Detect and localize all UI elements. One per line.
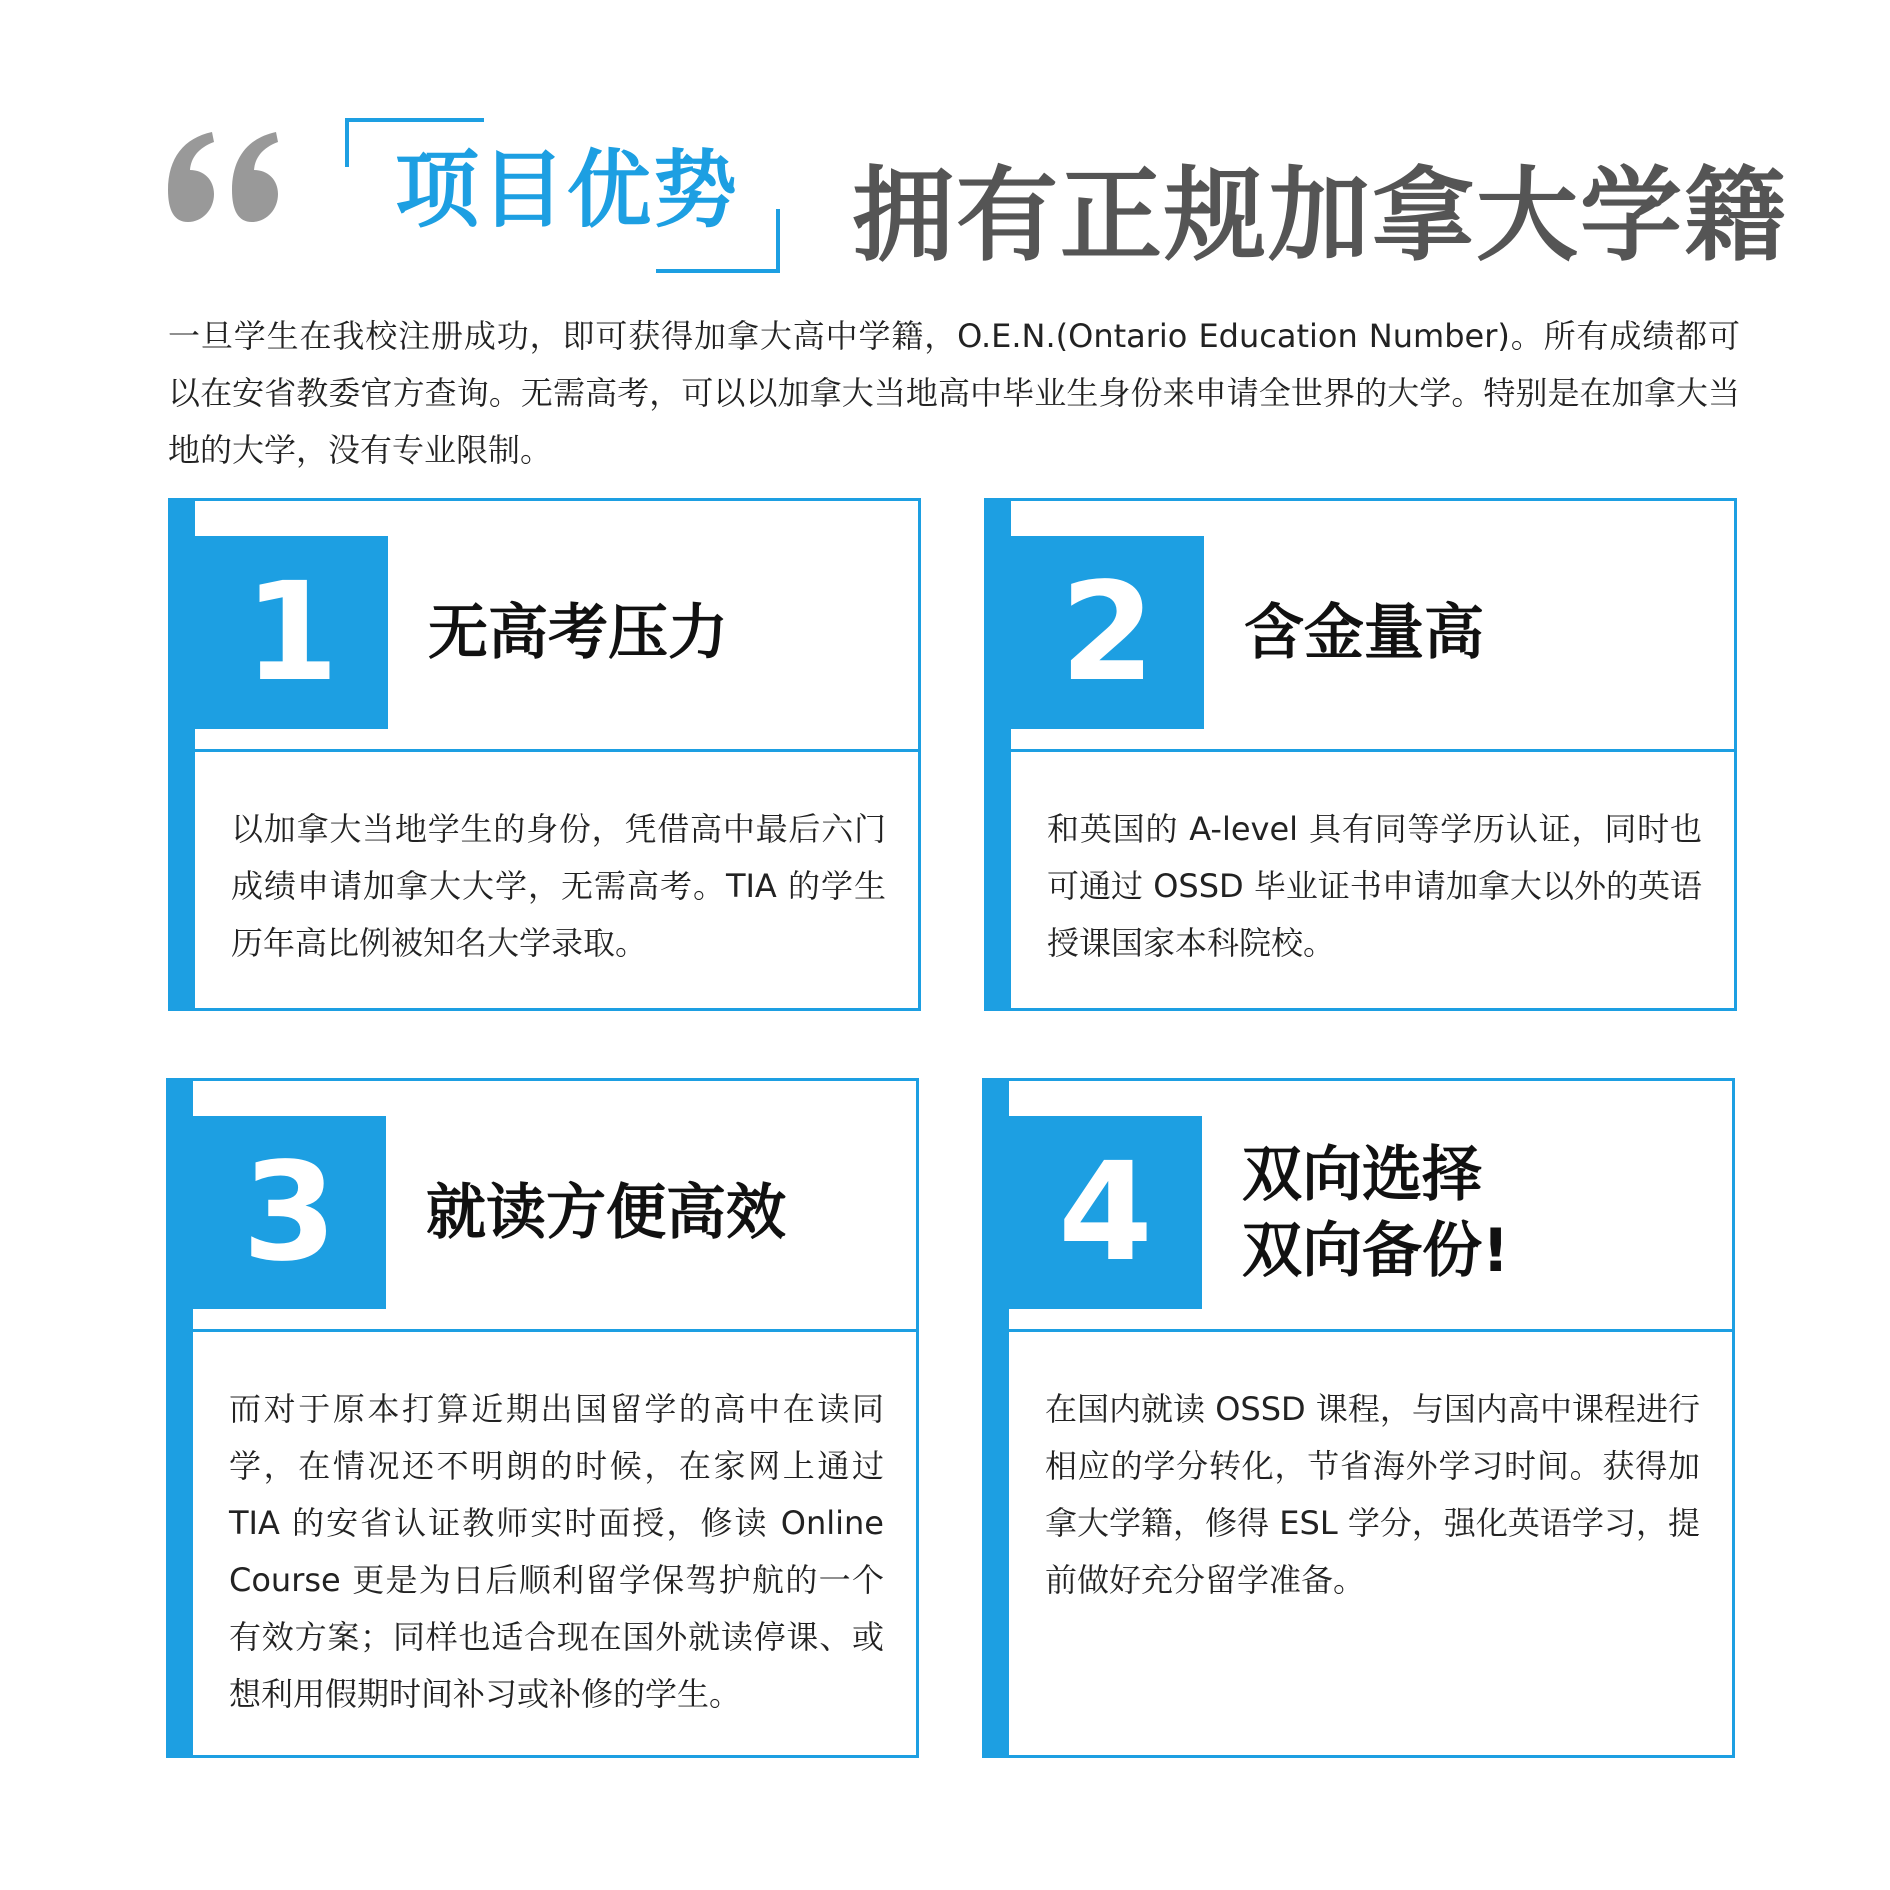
- quote-mark-icon: [160, 128, 290, 228]
- advantage-card-4: [982, 1078, 1735, 1758]
- section-label: 项目优势: [395, 141, 740, 239]
- page-title: 拥有正规加拿大学籍: [852, 157, 1788, 276]
- advantage-card-2: [984, 498, 1737, 1011]
- card-stripe: [987, 501, 1011, 1008]
- card-title: [1244, 536, 1714, 729]
- card-divider: [1011, 749, 1734, 752]
- card-stripe: [985, 1081, 1009, 1755]
- card-number: 2: [1011, 536, 1204, 729]
- card-title: [428, 536, 898, 729]
- card-body: 以加拿大当地学生的身份，凭借高中最后六门成绩申请加拿大大学，无需高考。TIA 的学生历年高比例被知名大学录取。: [231, 810, 886, 962]
- card-title-line: 无高考压力: [428, 597, 728, 668]
- card-title-line: 双向选择: [1242, 1139, 1482, 1210]
- card-number: 1: [195, 536, 388, 729]
- card-title-line: 就读方便高效: [426, 1177, 786, 1248]
- card-body: 在国内就读 OSSD 课程，与国内高中课程进行相应的学分转化，节省海外学习时间。获得加拿大学籍，修得 ESL 学分，强化英语学习，提前做好充分留学准备。: [1045, 1390, 1700, 1599]
- card-stripe: [171, 501, 195, 1008]
- card-divider: [1009, 1329, 1732, 1332]
- card-divider: [193, 1329, 916, 1332]
- card-body: 而对于原本打算近期出国留学的高中在读同学，在情况还不明朗的时候，在家网上通过 TIA 的安省认证教师实时面授，修读 Online Course 更是为日后顺利留学保驾护航的一个有效方案；同样也适合现在国外就读停课、或想利用假期时间补习或补修的学生。: [229, 1390, 884, 1713]
- card-title-line-2: 双向备份!: [1242, 1215, 1510, 1286]
- card-divider: [195, 749, 918, 752]
- card-title: [1242, 1116, 1712, 1309]
- card-number: 3: [193, 1116, 386, 1309]
- card-title: [426, 1116, 896, 1309]
- intro-paragraph: 一旦学生在我校注册成功，即可获得加拿大高中学籍，O.E.N.(Ontario Education Number)。所有成绩都可以在安省教委官方查询。无需高考，可以以加拿大当地高中毕业生身份来申请全世界的大学。特别是在加拿大当地的大学，没有专业限制。: [168, 317, 1740, 469]
- card-title-line: 含金量高: [1244, 597, 1484, 668]
- card-stripe: [169, 1081, 193, 1755]
- card-number: 4: [1009, 1116, 1202, 1309]
- card-body: 和英国的 A-level 具有同等学历认证，同时也可通过 OSSD 毕业证书申请加拿大以外的英语授课国家本科院校。: [1047, 810, 1702, 962]
- advantage-card-1: [168, 498, 921, 1011]
- advantage-card-3: [166, 1078, 919, 1758]
